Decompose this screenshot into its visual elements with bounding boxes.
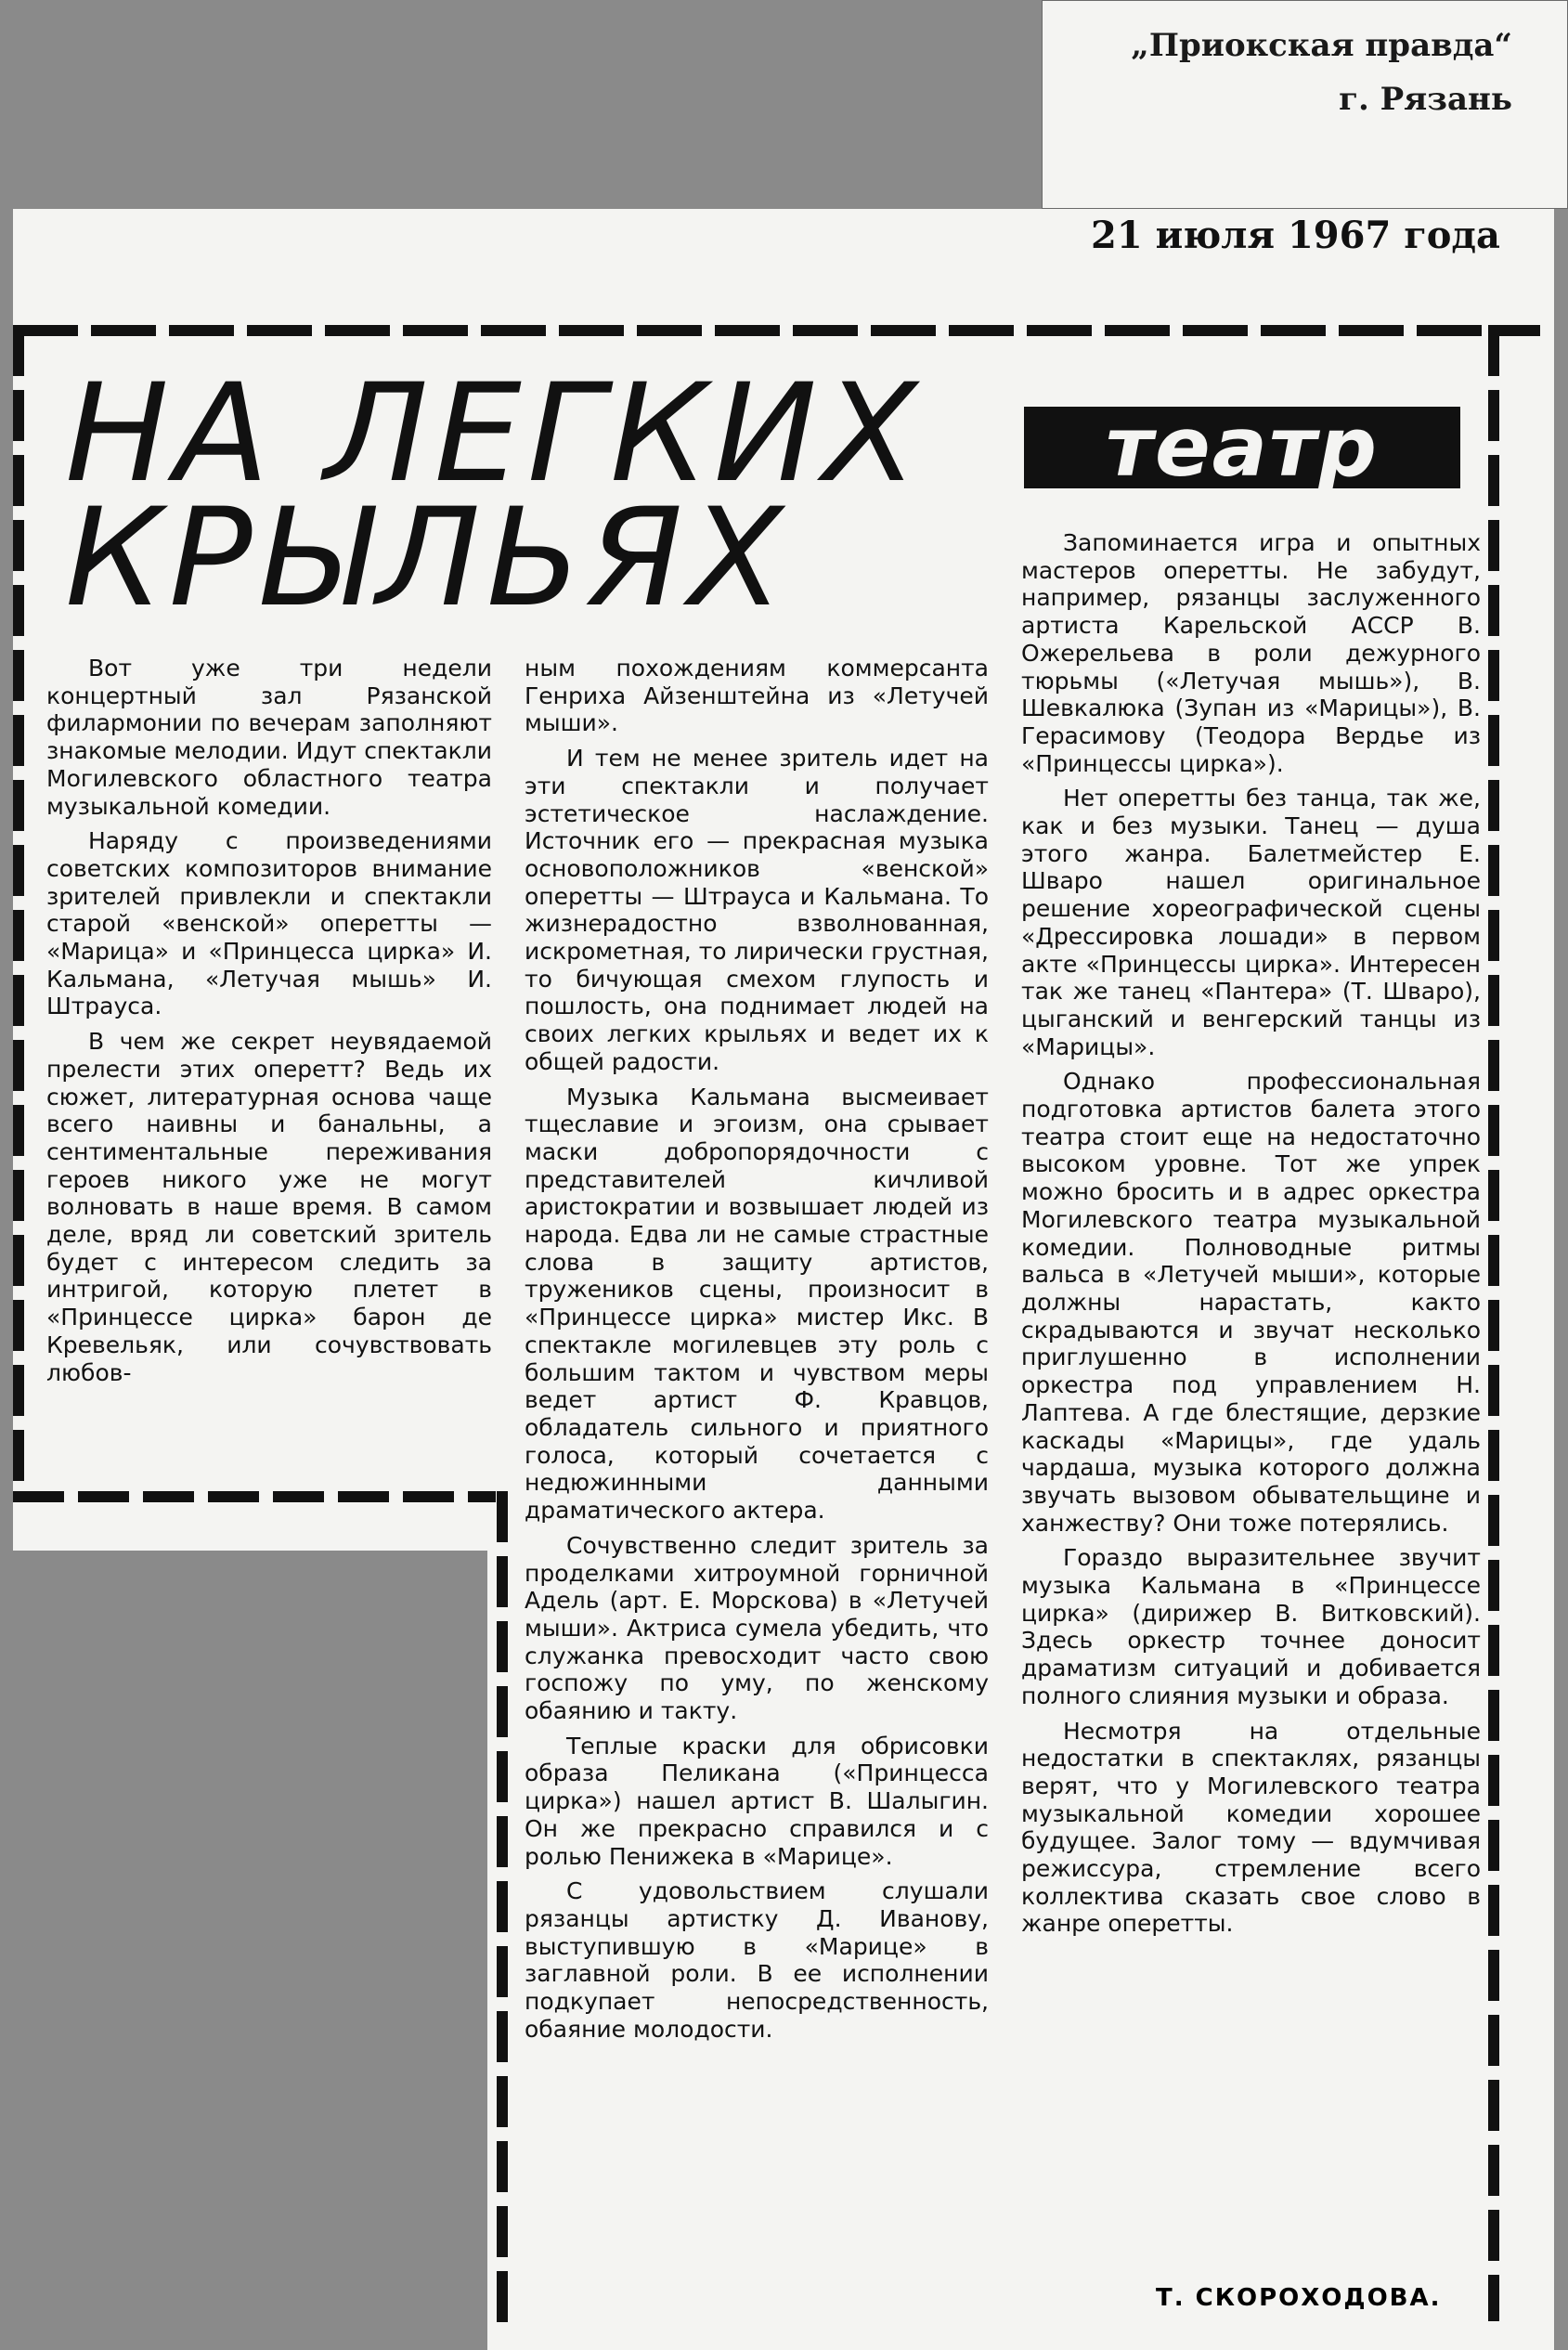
frame-border-top — [13, 325, 1540, 336]
author-signature: Т. СКОРОХОДОВА. — [1156, 2284, 1442, 2312]
paragraph: Несмотря на отдельные недостатки в спектаклях, рязанцы верят, что у Могилевского театра музыкальной комедии хорошее будущее. Залог тому — вдумчивая режиссура, стремление всего коллектива сказать свое слово в жанре оперетты. — [1021, 1717, 1481, 1938]
paragraph: Гораздо выразительнее звучит музыка Кальмана в «Принцессе цирка» (дирижер В. Витковский). Здесь оркестр точнее доносит драматизм ситуаций и добивается полного слияния музыки и образа. — [1021, 1544, 1481, 1709]
paragraph: В чем же секрет неувядаемой прелести этих оперетт? Ведь их сюжет, литературная основа чаще всего наивны и банальны, а сентиментальные переживания героев никого уже не могут волновать в наше время. В самом деле, вряд ли советский зритель будет с интересом следить за интригой, которую плетет в «Принцессе цирка» барон де Кревельяк, или сочувствовать любов- — [46, 1028, 492, 1386]
paragraph: ным похождениям коммерсанта Генриха Айзенштейна из «Летучей мыши». — [525, 655, 989, 737]
newspaper-source — [1131, 19, 1512, 126]
source-label-clipping — [1042, 0, 1568, 209]
paragraph: Музыка Кальмана высмеивает тщеславие и эгоизм, она срывает маски добропорядочности с представителей кичливой аристократии и возвышает людей из народа. Едва ли не самые страстные слова в защиту артистов, тружеников сцены, произносит в «Принцессе цирка» мистер Икс. В спектакле могилевцев эту роль с большим тактом и чувством меры ведет артист Ф. Кравцов, обладатель сильного и приятного голоса, который сочетается с недюжинными данными драматического актера. — [525, 1083, 989, 1525]
paragraph: Нет оперетты без танца, так же, как и без музыки. Танец — душа этого жанра. Балетмейстер Е. Шваро нашел оригинальное решение хореографической сцены «Дрессировка лошади» в первом акте «Принцессы цирка». Интересен так же танец «Пантера» (Т. Шваро), цыганский и венгерский танцы из «Марицы». — [1021, 785, 1481, 1060]
paragraph: Вот уже три недели концертный зал Рязанской филармонии по вечерам заполняют знакомые мелодии. Идут спектакли Могилевского областного театра музыкальной комедии. — [46, 655, 492, 820]
frame-border-step — [13, 1491, 496, 1502]
paragraph: Запоминается игра и опытных мастеров оперетты. Не забудут, например, рязанцы заслуженного артиста Карельской АССР В. Ожерельева в роли дежурного тюрьмы («Летучая мышь»), В. Шевкалюка (Зупан из «Марицы»), В. Герасимову (Теодора Вердье из «Принцессы цирка»). — [1021, 529, 1481, 777]
paragraph: Однако профессиональная подготовка артистов балета этого театра стоит еще на недостаточно высоком уровне. Тот же упрек можно бросить и в адрес оркестра Могилевского театра музыкальной комедии. Полноводные ритмы вальса в «Летучей мыши», которые должны нарастать, както скрадываются и звучат несколько приглушенно в исполнении оркестра под управлением Н. Лаптева. А где блестящие, дерзкие каскады «Марицы», где удаль чардаша, музыка которого должна звучать вызовом обывательщине и ханжеству? Они тоже потерялись. — [1021, 1068, 1481, 1537]
article-column-2 — [525, 655, 989, 2050]
paragraph: Наряду с произведениями советских композиторов внимание зрителей привлекли и спектакли старой «венской» оперетты — «Марица» и «Принцесса цирка» И. Кальмана, «Летучая мышь» И. Штрауса. — [46, 827, 492, 1020]
paragraph: Сочувственно следит зритель за проделками хитроумной горничной Адель (арт. Е. Морскова) в «Летучей мыши». Актриса сумела убедить, что служанка превосходит часто свою госпожу по уму, по женскому обаянию и такту. — [525, 1531, 989, 1725]
paragraph: С удовольствием слушали рязанцы артистку Д. Иванову, выступившую в «Марице» в заглавной роли. В ее исполнении подкупает непосредственность, обаяние молодости. — [525, 1877, 989, 2043]
frame-border-right — [1488, 325, 1499, 2321]
article-column-3 — [1021, 529, 1481, 1945]
publication-date: 21 июля 1967 года — [1091, 214, 1500, 257]
article-column-1 — [46, 655, 492, 1394]
paragraph: Теплые краски для обрисовки образа Пеликана («Принцесса цирка») нашел артист В. Шалыгин. Он же прекрасно справился и с ролью Пенижека в «Марице». — [525, 1732, 989, 1870]
rubric-badge: театр — [1024, 407, 1460, 488]
headline-line-2: КРЫЛЬЯХ — [65, 479, 789, 637]
headline-line-1: НА ЛЕГКИХ — [65, 355, 924, 513]
frame-border-inner-left — [497, 1491, 508, 2336]
newspaper-name: „Приокская правда“ — [1131, 27, 1512, 64]
article-headline — [65, 355, 924, 637]
paragraph: И тем не менее зритель идет на эти спектакли и получает эстетическое наслаждение. Источник его — прекрасная музыка основоположников «венской» оперетты — Штрауса и Кальмана. То жизнерадостно взволнованная, искрометная, то лирически грустная, то бичующая смехом глупость и пошлость, она поднимает людей на своих легких крыльях и ведет их к общей радости. — [525, 745, 989, 1075]
frame-border-left — [13, 325, 24, 1502]
newspaper-city: г. Рязань — [1339, 81, 1512, 118]
